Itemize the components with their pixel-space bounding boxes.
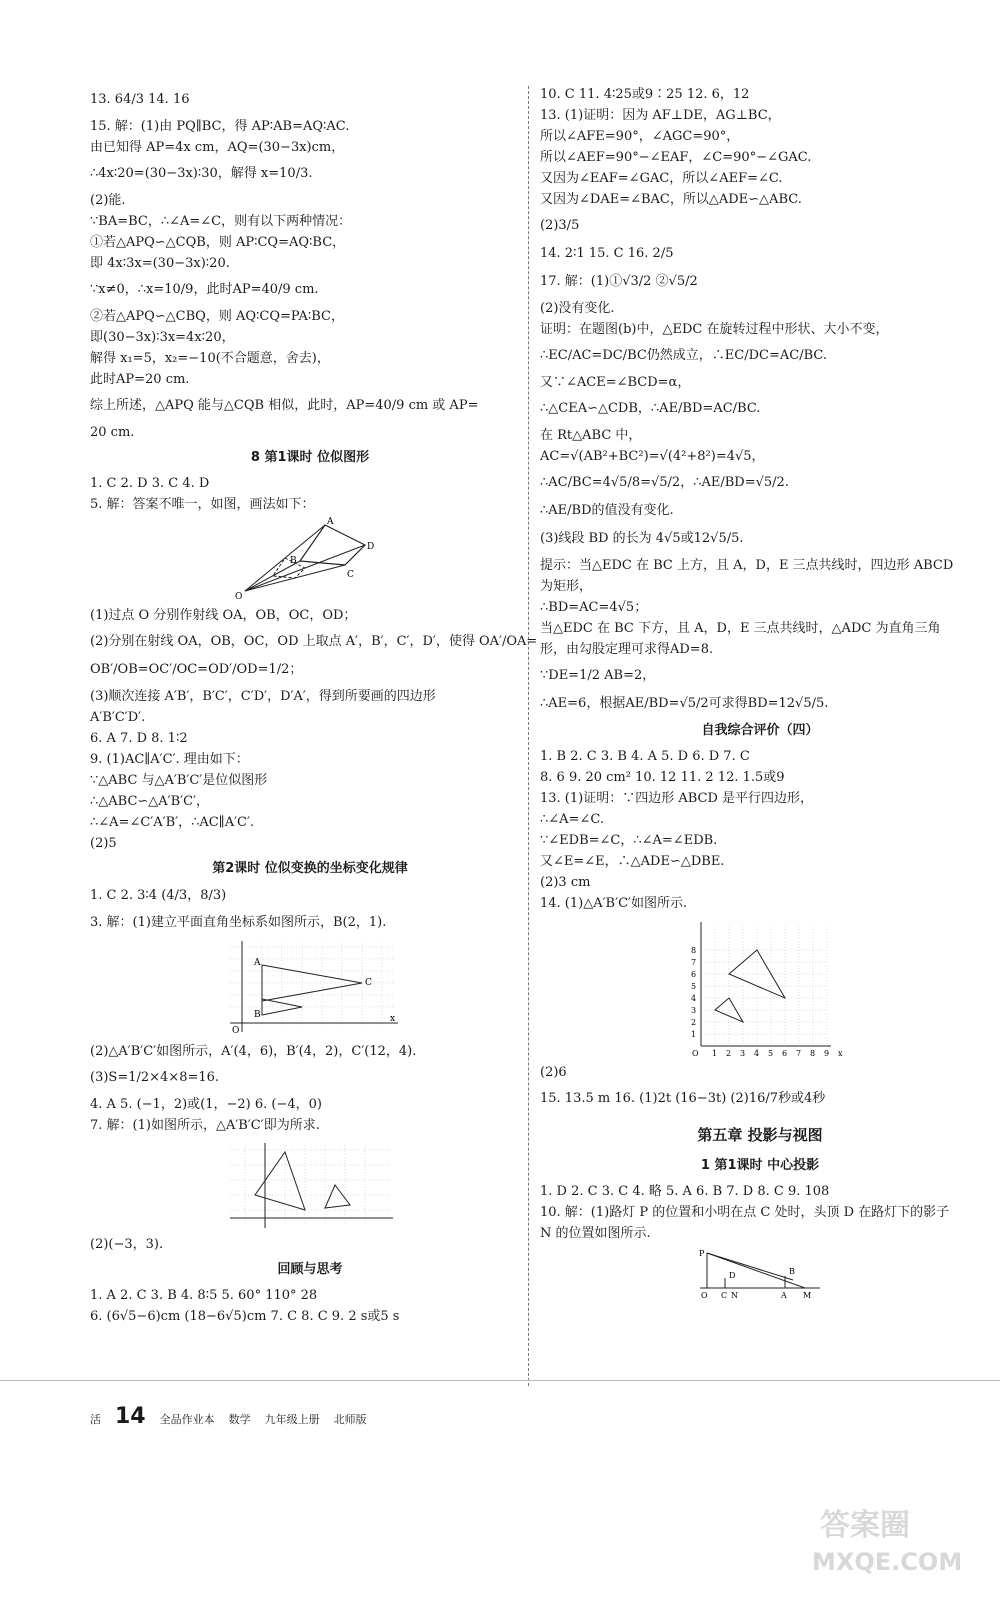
answer-line: 14. 2∶1 15. C 16. 2/5 (540, 246, 674, 261)
answer-line: 1. C 2. D 3. C 4. D (90, 476, 210, 491)
fig14-ytick: 8 (691, 946, 697, 955)
answers-block-d (90, 884, 530, 933)
answer-line: 形，由勾股定理可求得AD=8. (540, 642, 714, 657)
answer-line: ∵DE=1/2 AB=2， (540, 668, 656, 683)
answer-line: (2)没有变化. (540, 301, 615, 316)
answer-line: 综上所述，△APQ 能与△CQB 相似，此时，AP=40/9 cm 或 AP= (90, 398, 479, 413)
answer-line: (2)能. (90, 193, 126, 208)
fig10-label-d: D (729, 1271, 736, 1280)
left-column (90, 84, 538, 1327)
answer-line: 在 Rt△ABC 中， (540, 428, 642, 443)
answer-line: ∴BD=AC=4√5； (540, 600, 648, 615)
answer-line: 6. (6√5−6)cm (18−6√5)cm 7. C 8. C 9. 2 s或5 s (90, 1309, 400, 1324)
answer-line: OB′/OB=OC′/OC=OD′/OD=1/2； (90, 662, 303, 677)
footer-grade: 九年级上册 (264, 1413, 320, 1426)
fig14-xtick: x (838, 1049, 843, 1058)
footer-rule (0, 1380, 1000, 1381)
answer-line: 即 4x∶3x=(30−3x)∶20. (90, 256, 230, 271)
fig14-ytick: 6 (691, 970, 697, 979)
answer-line: ∵BA=BC，∴∠A=∠C，则有以下两种情况： (90, 214, 352, 229)
answer-line: ∴∠A=∠C′A′B′，∴AC∥A′C′. (90, 815, 255, 830)
answer-line: (2)(−3，3). (90, 1237, 164, 1252)
answer-line: 当△EDC 在 BC 下方，且 A，D，E 三点共线时，△ADC 为直角三角 (540, 621, 941, 636)
answer-line: N 的位置如图所示. (540, 1226, 651, 1241)
figure-coordinate-grid-2 (225, 1140, 395, 1230)
answer-line: (3)顺次连接 A′B′，B′C′，C′D′，D′A′，得到所要画的四边形 (90, 689, 436, 704)
answer-line: ∵△ABC 与△A′B′C′是位似图形 (90, 773, 268, 788)
answer-line: 1. A 2. C 3. B 4. 8∶5 5. 60° 110° 28 (90, 1288, 318, 1303)
watermark-url: MXQE.COM (812, 1548, 963, 1576)
answers-block-r-a (540, 84, 980, 716)
answers-block-a (90, 88, 530, 443)
answers-block-r-c (540, 1062, 980, 1111)
answer-line: (3)线段 BD 的长为 4√5或12√5/5. (540, 531, 744, 546)
watermark-logo: 答案圈 (820, 1508, 910, 1543)
answer-line: (2)3/5 (540, 218, 580, 233)
answer-line: 1. B 2. C 3. B 4. A 5. D 6. D 7. C (540, 749, 750, 764)
fig14-ytick: 7 (691, 958, 697, 967)
figure-coordinate-grid-3 (685, 918, 843, 1058)
page-footer (90, 1404, 367, 1429)
answers-block-e (90, 1041, 530, 1136)
answer-line: (2)3 cm (540, 875, 591, 890)
answer-line: 7. 解：(1)如图所示，△A′B′C′即为所求. (90, 1118, 320, 1133)
fig5-label-d: D (367, 542, 375, 552)
fig14-ytick: 1 (691, 1030, 697, 1039)
answer-line: 又因为∠EAF=∠GAC，所以∠AEF=∠C. (540, 171, 783, 186)
answers-block-b (90, 473, 530, 515)
answer-line: (3)S=1/2×4×8=16. (90, 1070, 220, 1085)
fig14-xtick: O (692, 1049, 699, 1058)
fig3-label-b: B (254, 1010, 261, 1020)
answer-line: 14. (1)△A′B′C′如图所示. (540, 896, 688, 911)
fig14-xtick: 2 (726, 1049, 732, 1058)
fig14-ytick: 2 (691, 1018, 697, 1027)
page-number: 14 (115, 1404, 146, 1429)
answer-line: 此时AP=20 cm. (90, 372, 190, 387)
fig14-xtick: 8 (810, 1049, 816, 1058)
fig14-xtick: 6 (782, 1049, 788, 1058)
footer-subject: 数学 (228, 1413, 251, 1426)
fig14-ytick: 4 (691, 994, 697, 1003)
answer-line: ∴△CEA∽△CDB，∴AE/BD=AC/BC. (540, 401, 761, 416)
answer-line: 10. 解：(1)路灯 P 的位置和小明在点 C 处时，头顶 D 在路灯下的影子 (540, 1205, 950, 1220)
fig14-xtick: 4 (754, 1049, 760, 1058)
answer-line: (2)△A′B′C′如图所示，A′(4，6)，B′(4，2)，C′(12，4). (90, 1044, 417, 1059)
fig3-label-x: x (390, 1014, 396, 1024)
answers-block-c (90, 605, 538, 854)
fig14-xtick: 5 (768, 1049, 774, 1058)
answer-line: ∵x≠0，∴x=10/9，此时AP=40/9 cm. (90, 282, 319, 297)
answer-line: ∵∠EDB=∠C，∴∠A=∠EDB. (540, 833, 718, 848)
footer-book: 全品作业本 (159, 1413, 215, 1426)
answer-line: 由已知得 AP=4x cm，AQ=(30−3x)cm， (90, 140, 345, 155)
answer-line: ②若△APQ∽△CBQ，则 AQ∶CQ=PA∶BC， (90, 309, 344, 324)
answer-line: (2)5 (90, 836, 117, 851)
answer-line: ∴4x∶20=(30−3x)∶30，解得 x=10/3. (90, 166, 313, 181)
answer-line: ①若△APQ∽△CQB，则 AP∶CQ=AQ∶BC， (90, 235, 346, 250)
fig10-label-c: C (721, 1291, 728, 1300)
answer-line: ∴AC/BC=4√5/8=√5/2，∴AE/BD=√5/2. (540, 475, 789, 490)
fig10-label-o: O (701, 1291, 708, 1300)
answer-line: 又∵∠ACE=∠BCD=α， (540, 375, 691, 390)
answer-line: 3. 解：(1)建立平面直角坐标系如图所示，B(2，1). (90, 915, 387, 930)
answer-line: 13. (1)证明：因为 AF⊥DE，AG⊥BC， (540, 108, 781, 123)
footer-prefix: 活 (90, 1413, 101, 1426)
answer-line: ∴AE=6，根据AE/BD=√5/2可求得BD=12√5/5. (540, 696, 829, 711)
fig14-ytick: 3 (691, 1006, 697, 1015)
fig5-label-c: C (347, 570, 354, 580)
fig14-xtick: 1 (712, 1049, 718, 1058)
answer-line: 1. C 2. 3∶4 (4/3，8/3) (90, 888, 227, 903)
fig14-xtick: 7 (796, 1049, 802, 1058)
answer-line: 17. 解：(1)①√3/2 ②√5/2 (540, 274, 698, 289)
fig14-xtick: 9 (824, 1049, 830, 1058)
answers-block-r-d (540, 1181, 980, 1244)
fig5-label-b: B (290, 556, 297, 566)
answer-line: 提示：当△EDC 在 BC 上方，且 A，D，E 三点共线时，四边形 ABCD (540, 558, 954, 573)
figure-coordinate-grid-1 (220, 937, 400, 1037)
footer-edition: 北师版 (333, 1413, 367, 1426)
answer-line: (1)过点 O 分别作射线 OA，OB，OC，OD； (90, 608, 357, 623)
section-heading-central-projection: 1 第1课时 中心投影 (700, 1158, 820, 1173)
fig10-label-p: P (699, 1249, 705, 1258)
answer-line: (2)6 (540, 1065, 567, 1080)
fig3-label-c: C (365, 978, 372, 988)
fig14-ytick: 5 (691, 982, 697, 991)
fig5-label-o: O (235, 592, 243, 602)
fig10-label-b: B (789, 1267, 795, 1276)
answer-line: 15. 解：(1)由 PQ∥BC，得 AP∶AB=AQ∶AC. (90, 119, 350, 134)
answer-line: 13. 64/3 14. 16 (90, 92, 190, 107)
answers-block-f (90, 1234, 530, 1255)
answer-line: 所以∠AFE=90°，∠AGC=90°， (540, 129, 740, 144)
figure-homothety-quadrilateral (235, 519, 385, 601)
section-heading-lesson2: 第2课时 位似变换的坐标变化规律 (212, 861, 408, 876)
answer-line: 即(30−3x)∶3x=4x∶20， (90, 330, 235, 345)
answer-line: 6. A 7. D 8. 1∶2 (90, 731, 188, 746)
answer-line: 又∠E=∠E，∴△ADE∽△DBE. (540, 854, 725, 869)
answer-line: 10. C 11. 4∶25或9∶25 12. 6，12 (540, 87, 750, 102)
section-heading-review: 回顾与思考 (277, 1262, 343, 1277)
answer-line: ∴∠A=∠C. (540, 812, 604, 827)
section-heading-8: 8 第1课时 位似图形 (250, 450, 370, 465)
fig3-label-o: O (232, 1026, 240, 1036)
answer-line: 1. D 2. C 3. C 4. 略 5. A 6. B 7. D 8. C 9. 108 (540, 1184, 830, 1199)
fig5-label-a: A (327, 517, 334, 527)
answer-line: ∴△ABC∽△A′B′C′， (90, 794, 210, 809)
figure-streetlight-shadow (695, 1248, 825, 1300)
answer-line: A′B′C′D′. (90, 710, 146, 725)
right-column (540, 84, 980, 1304)
answer-line: 13. (1)证明：∵四边形 ABCD 是平行四边形， (540, 791, 814, 806)
fig10-label-a: A (781, 1291, 787, 1300)
chapter-heading: 第五章 投影与视图 (697, 1126, 823, 1144)
fig10-label-m: M (803, 1291, 812, 1300)
answer-line: ∴EC/AC=DC/BC仍然成立，∴EC/DC=AC/BC. (540, 348, 828, 363)
answer-line: 9. (1)AC∥A′C′. 理由如下： (90, 752, 249, 767)
answer-line: 又因为∠DAE=∠BAC，所以△ADE∽△ABC. (540, 192, 802, 207)
answer-line: 15. 13.5 m 16. (1)2t (16−3t) (2)16/7秒或4秒 (540, 1091, 826, 1106)
answer-line: 4. A 5. (−1，2)或(1，−2) 6. (−4，0) (90, 1097, 322, 1112)
fig3-label-a: A (254, 958, 261, 968)
answer-line: 20 cm. (90, 425, 135, 440)
answers-block-g (90, 1285, 530, 1327)
answer-line: 解得 x₁=5，x₂=−10(不合题意，舍去)， (90, 351, 330, 366)
section-heading-self-eval: 自我综合评价（四） (701, 723, 819, 738)
answer-line: 8. 6 9. 20 cm² 10. 12 11. 2 12. 1.5或9 (540, 770, 785, 785)
answer-line: 证明：在题图(b)中，△EDC 在旋转过程中形状、大小不变， (540, 322, 889, 337)
answer-line: ∴AE/BD的值没有变化. (540, 503, 674, 518)
fig14-xtick: 3 (740, 1049, 746, 1058)
answer-line: 为矩形， (540, 579, 593, 594)
answers-block-r-b (540, 746, 980, 914)
answer-line: AC=√(AB²+BC²)=√(4²+8²)=4√5， (540, 449, 765, 464)
answer-line: (2)分别在射线 OA，OB，OC，OD 上取点 A′，B′，C′，D′，使得 OA′/OA= (90, 634, 538, 649)
answer-line: 所以∠AEF=90°−∠EAF，∠C=90°−∠GAC. (540, 150, 812, 165)
fig10-label-n: N (731, 1291, 738, 1300)
answer-line: 5. 解：答案不唯一，如图，画法如下： (90, 497, 315, 512)
